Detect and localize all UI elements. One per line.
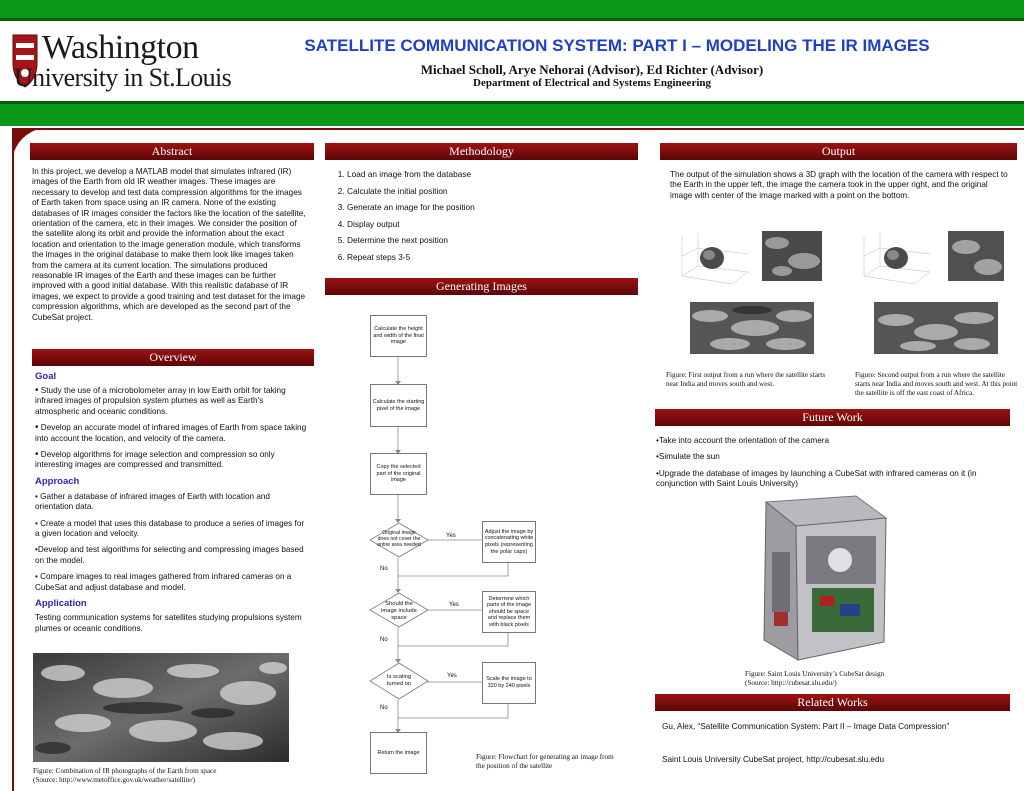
related-works-heading: Related Works bbox=[655, 694, 1010, 711]
goal-item: • Develop an accurate model of infrared images of Earth from space taking into account the location, and velocity of the camera. bbox=[35, 422, 307, 443]
approach-item: • Create a model that uses this database to produce a series of images for a given location and velocity. bbox=[35, 518, 305, 539]
ir-image-caption: Figure: Combination of IR photographs of the Earth from space (Source: http://www.metoffice.gov.uk/weather/satellite/) bbox=[33, 767, 217, 784]
flow-diamond-coverage-text: Original image does not cover the entire area needed bbox=[377, 530, 421, 548]
abstract-heading: Abstract bbox=[30, 143, 314, 160]
bottom-dark-stripe bbox=[0, 101, 1024, 104]
output2-caption: Figure: Second output from a run where the satellite starts near India and moves south and west. At this point the satellite is off the east coast of Africa. bbox=[855, 371, 1018, 397]
goal-list bbox=[35, 386, 307, 471]
approach-item: • Gather a database of infrared images of Earth with location and orientation data. bbox=[35, 491, 270, 512]
method-step: 5. Determine the next position bbox=[347, 232, 633, 249]
generating-images-heading: Generating Images bbox=[325, 278, 638, 295]
flow-box-return: Return the image bbox=[370, 732, 427, 774]
output1-camera-image bbox=[762, 231, 822, 281]
overview-heading: Overview bbox=[32, 349, 314, 366]
flow-label-yes: Yes bbox=[447, 673, 457, 679]
approach-heading: Approach bbox=[35, 475, 80, 487]
methodology-heading: Methodology bbox=[325, 143, 638, 160]
output1-caption: Figure: First output from a run where the satellite starts near India and moves south and west. bbox=[666, 371, 826, 388]
method-step: 6. Repeat steps 3-5 bbox=[347, 249, 633, 266]
output2-original-image bbox=[874, 302, 998, 354]
department: Department of Electrical and Systems Engineering bbox=[473, 77, 711, 89]
future-work-list bbox=[656, 436, 1004, 490]
future-item: •Simulate the sun bbox=[656, 452, 720, 462]
frame-top-line bbox=[12, 128, 1024, 130]
output-text: The output of the simulation shows a 3D graph with the location of the camera with respect to the Earth in the upper left, the image the camera took in the upper right, and the original image with center of the image marked with a point on the bottom. bbox=[670, 170, 1008, 200]
method-step: 4. Display output bbox=[347, 216, 633, 233]
flow-label-no: No bbox=[380, 705, 388, 711]
output2-camera-image bbox=[948, 231, 1004, 281]
flow-label-yes: Yes bbox=[449, 602, 459, 608]
flow-box-scale: Scale the image to 320 by 240 pixels bbox=[482, 662, 536, 704]
flow-diamond-scaling-text: Is scaling turned on bbox=[386, 674, 412, 687]
flow-label-no: No bbox=[380, 637, 388, 643]
authors: Michael Scholl, Arye Nehorai (Advisor), Ed Richter (Advisor) bbox=[420, 62, 764, 77]
method-step: 1. Load an image from the database bbox=[347, 166, 633, 183]
future-item: •Upgrade the database of images by launching a CubeSat with infrared cameras on it (in conjunction with Saint Louis University) bbox=[656, 468, 977, 489]
logo-subline: University in St.Louis bbox=[14, 63, 232, 92]
flow-box-copy-part: Copy the selected part of the original image bbox=[370, 453, 427, 495]
flow-label-no: No bbox=[380, 566, 388, 572]
goal-item: • Study the use of a microbolometer array in low Earth orbit for taking infrared images of propulsion system plumes as well as Earth's atmospheric and oceanic conditions. bbox=[35, 385, 286, 416]
flow-label-yes: Yes bbox=[446, 533, 456, 539]
methodology-steps bbox=[333, 166, 633, 266]
future-work-heading: Future Work bbox=[655, 409, 1010, 426]
frame-left-line bbox=[12, 128, 14, 791]
flow-box-space-pixels: Determine which parts of the image should be space and replace them with black pixels bbox=[482, 591, 536, 633]
flow-box-adjust-image: Adjust the image by concatenating white pixels (representing the polar caps) bbox=[482, 521, 536, 563]
method-step: 3. Generate an image for the position bbox=[347, 199, 633, 216]
future-item: •Take into account the orientation of the camera bbox=[656, 436, 830, 445]
flow-diamond-space-text: Should the image include space bbox=[381, 601, 417, 621]
flow-box-calc-size: Calculate the height and width of the final image bbox=[370, 315, 427, 357]
logo-wordmark: Washington bbox=[42, 29, 199, 66]
output-heading: Output bbox=[660, 143, 1017, 160]
ir-earth-image bbox=[33, 653, 289, 762]
goal-item: • Develop algorithms for image selection and compression so only interesting images are compressed and transmitted. bbox=[35, 449, 275, 470]
approach-list bbox=[35, 492, 307, 593]
approach-item: • Compare images to real images gathered from infrared cameras on a CubeSat and adjust database and model. bbox=[35, 572, 292, 592]
abstract-text: In this project, we develop a MATLAB model that simulates infrared (IR) images of the Earth from old IR weather images. These images are necessary to develop and test data compression algorithms for the images of Earth taken from space using an IR camera. None of the existing databases of IR images consider the factors like the location of the satellite, orientation of the camera, etc in their images. We consider the position of the satellite along its orbit and provide the information about the exact location and orientation to the image generation module, which transforms the images in the original database to make them look like images taken from the camera at its current location. The simulations produced reasonable IR images of the Earth and these images can be further improved with a good initial database. With this realistic database of IR images, we expect to provide a good training and test dataset for the image compression algorithms, which are developed as the second part of the CubeSat project. bbox=[32, 167, 306, 322]
bottom-green-bar bbox=[0, 104, 1024, 126]
flowchart-caption: Figure: Flowchart for generating an image from the position of the satellite bbox=[476, 753, 614, 770]
top-green-bar bbox=[0, 0, 1024, 18]
method-step: 2. Calculate the initial position bbox=[347, 183, 633, 200]
cubesat-photo bbox=[736, 492, 890, 664]
cubesat-caption: Figure: Saint Louis University’s CubeSat design (Source: http://cubesat.slu.edu/) bbox=[745, 670, 885, 687]
application-heading: Application bbox=[35, 598, 87, 610]
flow-box-start-pixel: Calculate the starting pixel of the image bbox=[370, 384, 427, 427]
approach-item: •Develop and test algorithms for selecting and compressing images based on the model. bbox=[35, 545, 304, 565]
related-work-item: Gu, Alex, “Satellite Communication System: Part II – Image Data Compression” bbox=[662, 722, 950, 731]
overview-content bbox=[35, 371, 307, 634]
related-work-item: Saint Louis University CubeSat project, http://cubesat.slu.edu bbox=[662, 755, 885, 764]
goal-heading: Goal bbox=[35, 371, 57, 382]
application-text: Testing communication systems for satellites studying propulsions system plumes or oceanic conditions. bbox=[35, 613, 302, 633]
output2-3d-plot bbox=[854, 228, 934, 290]
poster-title: SATELLITE COMMUNICATION SYSTEM: PART I – MODELING THE IR IMAGES bbox=[304, 36, 930, 55]
output1-original-image bbox=[690, 302, 814, 354]
top-dark-stripe bbox=[0, 18, 1024, 21]
output1-3d-plot bbox=[672, 228, 752, 290]
